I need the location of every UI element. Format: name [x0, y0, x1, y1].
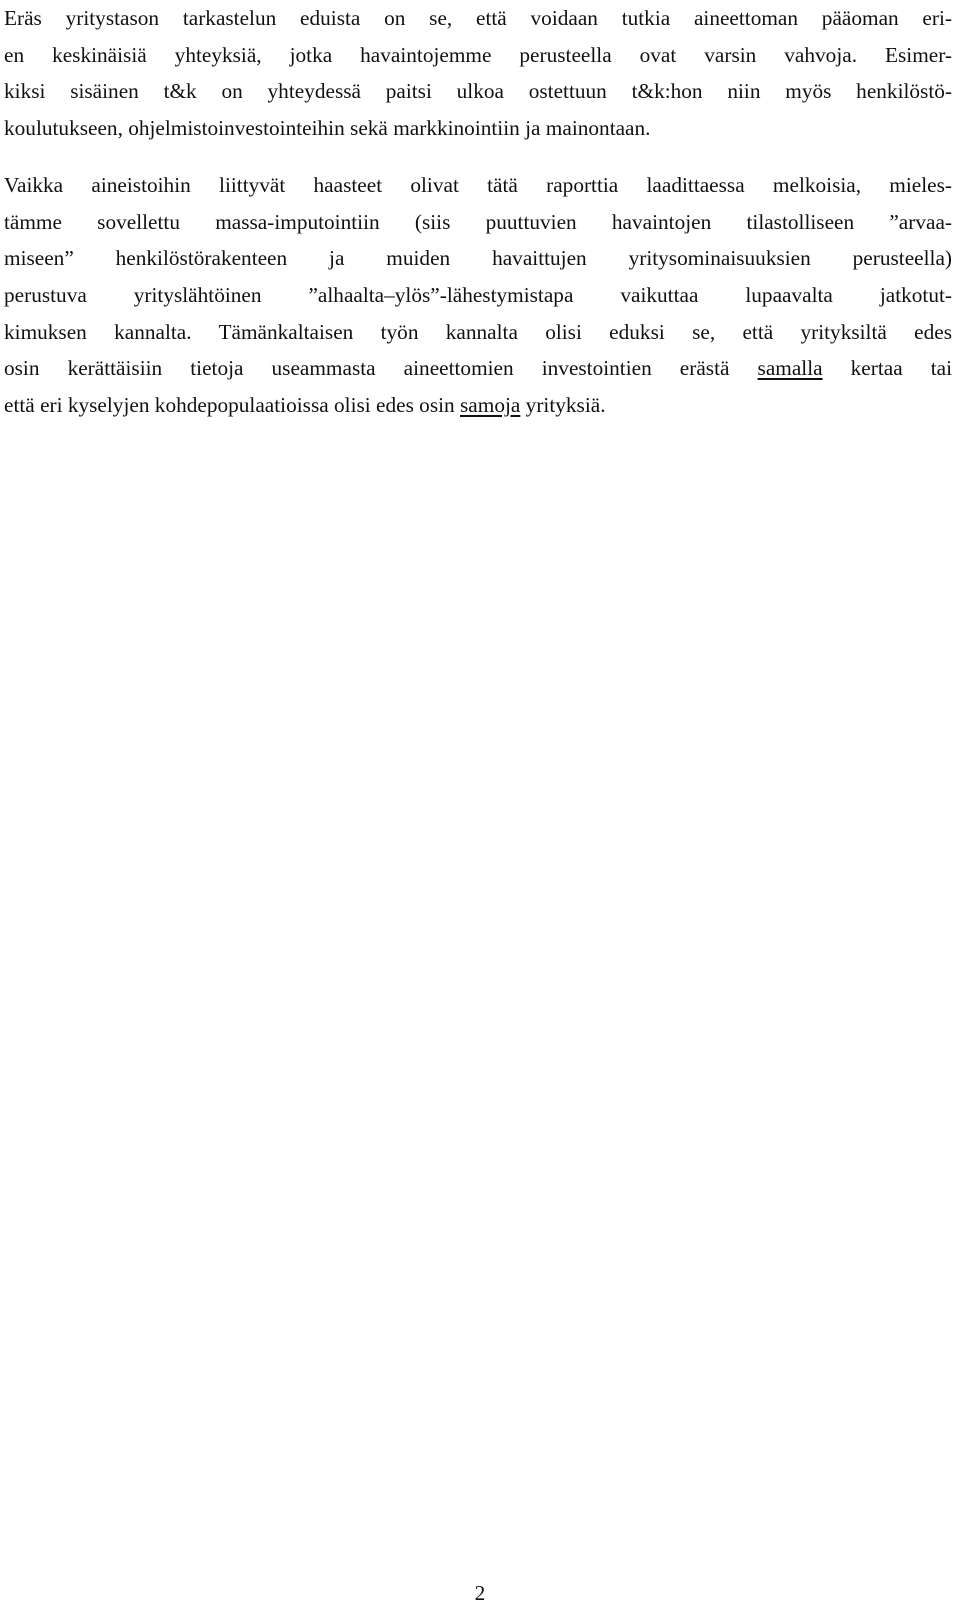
text-segment: että eri kyselyjen kohdepopulaatioissa olisi edes osin — [4, 393, 461, 418]
text-segment: osin kerättäisiin tietoja useammasta aineettomien investointien erästä — [4, 356, 758, 381]
paragraph-1 — [4, 0, 952, 147]
text-segment: yrityksiä. — [520, 393, 606, 418]
text-line: en keskinäisiä yhteyksiä, jotka havaintojemme perusteella ovat varsin vahvoja. Esimer- — [4, 42, 952, 67]
text-line: Vaikka aineistoihin liittyvät haasteet olivat tätä raporttia laadittaessa melkoisia, mieles- — [4, 172, 952, 197]
text-line: tämme sovellettu massa-imputointiin (siis puuttuvien havaintojen tilastolliseen ”arvaa- — [4, 209, 952, 234]
text-line: perustuva yrityslähtöinen ”alhaalta–ylös”-lähestymistapa vaikuttaa lupaavalta jatkotut- — [4, 282, 952, 307]
text-line: Eräs yritystason tarkastelun eduista on se, että voidaan tutkia aineettoman pääoman eri- — [4, 6, 952, 30]
text-line: koulutukseen, ohjelmistoinvestointeihin sekä markkinointiin ja mainontaan. — [4, 116, 651, 141]
underlined-word-samalla: samalla — [757, 356, 823, 381]
underlined-word-samoja: samoja — [460, 393, 521, 418]
text-line: kimuksen kannalta. Tämänkaltaisen työn kannalta olisi eduksi se, että yrityksiltä edes — [4, 319, 952, 344]
text-line-with-emphasis — [4, 350, 952, 387]
text-line-with-emphasis — [4, 387, 952, 424]
document-page — [4, 0, 952, 424]
text-line: kiksi sisäinen t&k on yhteydessä paitsi ulkoa ostettuun t&k:hon niin myös henkilöstö- — [4, 79, 952, 104]
page-number: 2 — [474, 1581, 486, 1605]
text-line: miseen” henkilöstörakenteen ja muiden havaittujen yritysominaisuuksien perusteella) — [4, 246, 952, 271]
paragraph-2 — [4, 167, 952, 424]
text-segment: kertaa tai — [822, 356, 953, 381]
